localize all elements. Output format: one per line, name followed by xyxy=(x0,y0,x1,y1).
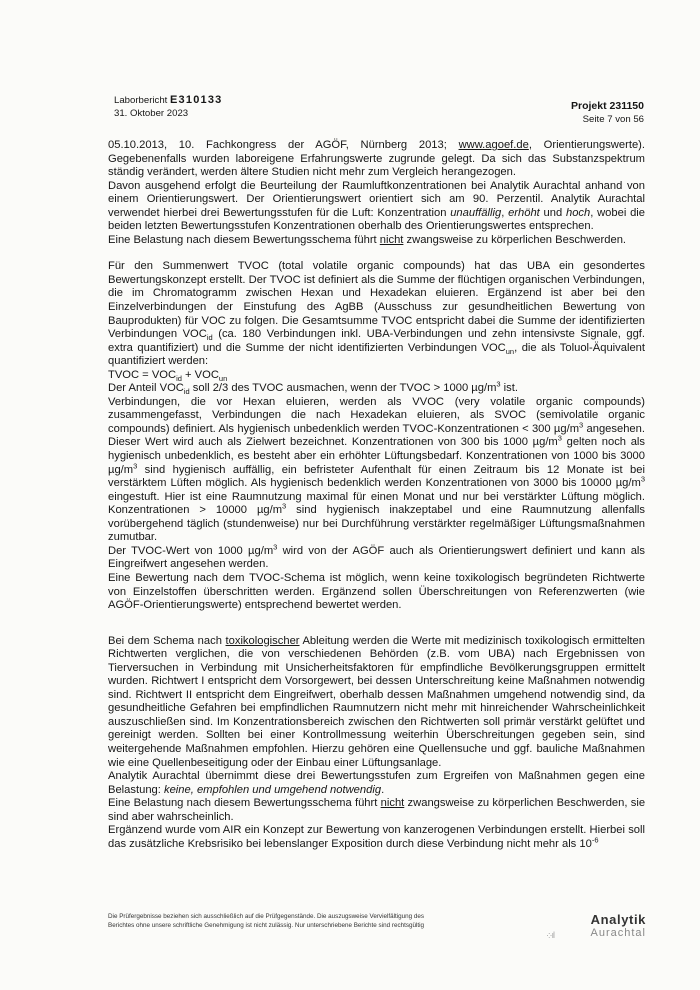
paragraph: Analytik Aurachtal übernimmt diese drei Bewertungsstufen zum Ergreifen von Maßnahmen gegen eine Belastung: keine, empfohlen und umgehend notwendig. xyxy=(108,770,645,796)
agoef-link[interactable]: www.agoef.de xyxy=(458,139,529,151)
formula: TVOC = $VOC_{id} + VOC_{un}$ xyxy=(108,368,228,383)
paragraph: Für den Summenwert TVOC (total volatile organic compounds) hat das UBA ein gesondertes Bewertungskonzept erstellt. Der TVOC ist definiert als die Summe der flüchtigen organischen Verbindungen, die im Chromatogramm zwischen Hexan und Hexadekan eluieren. Ergänzend ist aber bei den Einzelverbindungen der Einstufung des AgBB (Ausschuss zur gesundheitlichen Bewertung von Bauprodukten) für VOC zu folgen. Die Gesamtsumme TVOC entspricht dabei die Summe der identifizierten Verbindungen $VOC_{id}$ (ca. 180 Verbindungen inkl. UBA-Verbindungen und zehn intensivste Signale, ggf. extra quantifiziert) und die Summe der nicht identifizierten Verbindungen $VOC_{un}$, die als Toluol-Äquivalent quantifiziert werden: xyxy=(108,260,646,368)
paragraph: Der Anteil $VOC_{id}$ soll 2/3 des TVOC ausmachen, wenn der TVOC > 1000 $\mu g/m^3$ ist. xyxy=(108,379,518,397)
paragraph: Verbindungen, die vor Hexan eluieren, werden als VVOC (very volatile organic compounds) zusammengefasst, Verbindungen die nach Hexadekan eluieren, als SVOC (semivolatile organic compounds) definiert. Als hygienisch unbedenklich werden TVOC-Konzentrationen < 300 $\mu g/m^3$ angesehen. Dieser Wert wird auch als Zielwert bezeichnet. Konzentrationen von 300 bis 1000 $\mu g/m^3$ gelten noch als hygienisch unbedenklich, es besteht aber ein erhöhter Lüftungsbedarf. Konzentrationen von 1000 bis 3000 $\mu g/m^3$ sind hygienisch auffällig, ein befristeter Aufenthalt für einen Zeitraum bis 12 Monate ist bei verstärktem Lüften möglich. Als hygienisch bedenklich werden Konzentrationen von 3000 bis 10000 $\mu g/m^3$ eingestuft. Hier ist eine Raumnutzung maximal für einen Monat und nur bei verstärkter Lüftung möglich. Konzentrationen > 10000 $\mu g/m^3$ sind hygienisch inakzeptabel und eine Raumnutzung allenfalls vorübergehend täglich (stundenweise) nur bei Durchführung verstärkter regelmäßiger Lüftungsmaßnahmen zumutbar. xyxy=(108,395,646,544)
footer-disclaimer: Die Prüfergebnisse beziehen sich ausschließlich auf die Prüfgegenstände. Die auszugsweise Vervielfältigung des Berichtes ohne unsere schriftliche Genehmigung ist nicht zulässig. Nur unterschriebene Berichte sind rechtsgültig xyxy=(108,913,425,929)
paragraph: Eine Belastung nach diesem Bewertungsschema führt nicht zwangsweise zu körperlichen Beschwerden, sie sind aber wahrscheinlich. xyxy=(108,797,646,823)
logo-dots-icon: ·:·ıl xyxy=(546,930,554,940)
report-header xyxy=(114,94,222,120)
project-header xyxy=(571,100,644,126)
paragraph: Ergänzend wurde vom AIR ein Konzept zur Bewertung von kanzerogenen Verbindungen erstellt. Hierbei soll das zusätzliche Krebsrisiko bei lebenslanger Exposition durch diese Verbindung nicht mehr als $10^{-6}$ xyxy=(108,824,645,850)
company-logo: ·:·ıl Analytik Aurachtal xyxy=(546,912,646,940)
paragraph: Bei dem Schema nach toxikologischer Ableitung werden die Werte mit medizinisch toxikologisch ermittelten Richtwerten verglichen, die von verschiedenen Behörden (z.B. vom UBA) nach Ergebnissen von Tierversuchen in Verbindung mit Unsicherheitsfaktoren für empfindliche Bevölkerungsgruppen ermittelt wurden. Richtwert I entspricht dem Vorsorgewert, bei dessen Unterschreitung keine Maßnahmen notwendig sind. Richtwert II entspricht dem Eingreifwert, oberhalb dessen Maßnahmen umgehend notwendig sind, da gesundheitliche Gefahren bei empfindlichen Raumnutzern nicht mehr mit hinreichender Wahrscheinlichkeit auszuschließen sind. Im Konzentrationsbereich zwischen den Richtwerten soll primär verstärkt gelüftet und gereinigt werden. Sollten bei einer Kontrollmessung weiterhin Überschreitungen gegeben sein, sind weitergehende Maßnahmen empfohlen. Hierzu gehören eine Quellensuche und ggf. bauliche Maßnahmen wie eine Quellenbeseitigung oder der Einbau einer Lüftungsanlage. xyxy=(108,634,645,769)
paragraph: Der TVOC-Wert von 1000 $\mu g/m^3$ wird von der AGÖF auch als Orientierungswert definiert und kann als Eingreifwert angesehen werden. xyxy=(108,542,646,571)
paragraph: 05.10.2013, 10. Fachkongress der AGÖF, Nürnberg 2013; www.agoef.de, Orientierungswerte). Gegebenenfalls wurden laboreigene Erfahrungswerte zugrunde gelegt. Da sich das Substanzspektrum ständig verändert, werden ältere Studien nicht mehr zum Vergleich herangezogen. xyxy=(108,139,645,179)
page-number: Seite 7 von 56 xyxy=(582,114,644,125)
body-text xyxy=(108,139,645,851)
report-date: 31. Oktober 2023 xyxy=(114,108,189,119)
project-number: Projekt 231150 xyxy=(571,100,644,112)
paragraph: Eine Belastung nach diesem Bewertungsschema führt nicht zwangsweise zu körperlichen Beschwerden. xyxy=(108,233,627,246)
paragraph: Eine Bewertung nach dem TVOC-Schema ist möglich, wenn keine toxikologisch begründeten Richtwerte von Einzelstoffen überschritten werden. Ergänzend sollen Überschreitungen von Referenzwerten (wie AGÖF-Orientierungswerte) entsprechend bewertet werden. xyxy=(108,571,645,612)
paragraph: Davon ausgehend erfolgt die Beurteilung der Raumluftkonzentrationen bei Analytik Aurachtal anhand von einem Orientierungswert. Der Orientierungswert orientiert sich am 90. Perzentil. Analytik Aurachtal verwendet hierbei drei Bewertungsstufen für die Luft: Konzentration unauffällig, erhöht und hoch, wobei die beiden letzten Bewertungsstufen Konzentrationen oberhalb des Orientierungswertes entsprechen. xyxy=(108,179,645,233)
report-label: Laborbericht xyxy=(114,95,168,106)
report-number: E310133 xyxy=(170,94,223,106)
